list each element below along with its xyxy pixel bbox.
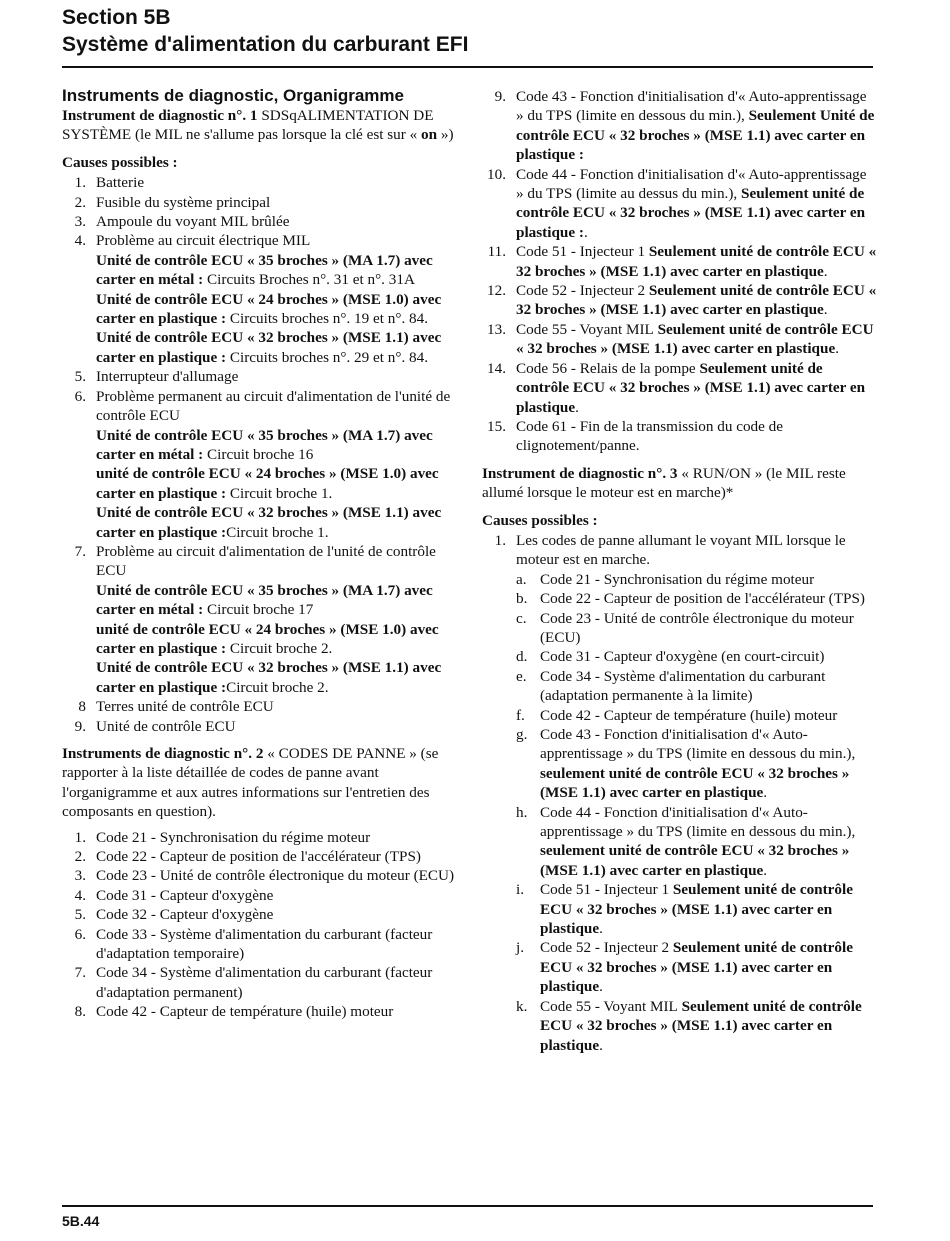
list-text-end: . (583, 223, 588, 241)
list-item (482, 417, 877, 456)
sub-list-letter: b. (516, 590, 528, 608)
causes-list (62, 173, 457, 736)
list-text: Code 44 - Fonction d'initialisation d'« Auto-apprentissage » du TPS (limite en dessous du min.), (540, 803, 856, 841)
list-text: Code 51 - Injecteur 1 (516, 243, 646, 261)
ecu-detail-bold: Unité de contrôle ECU « 24 broches » (MSE 1.0) avec carter en plastique : (96, 290, 442, 328)
list-item (62, 367, 457, 386)
ecu-detail (62, 503, 457, 542)
list-number: 10. (487, 165, 506, 183)
ecu-detail (62, 581, 457, 620)
ecu-detail-bold: unité de contrôle ECU « 24 broches » (MSE 1.0) avec carter en plastique : (96, 465, 439, 502)
ecu-detail-bold: Unité de contrôle ECU « 32 broches » (MSE 1.1) avec carter en plastique : (96, 659, 442, 696)
list-number: 1. (494, 531, 506, 549)
sub-list-letter: d. (516, 648, 528, 666)
list-number: 1. (74, 174, 86, 192)
sub-list-item (482, 570, 877, 589)
instrument-1-end: ») (437, 126, 454, 144)
ecu-detail-bold: Unité de contrôle ECU « 32 broches » (MSE 1.1) avec carter en plastique : (96, 329, 442, 366)
list-item (62, 828, 457, 847)
list-text-end: . (599, 978, 603, 996)
sub-list-item (482, 706, 877, 725)
ecu-detail-text: Circuits broches n°. 19 et n°. 84. (226, 310, 429, 328)
sub-list-item (482, 938, 877, 996)
sub-list-item (482, 803, 877, 881)
list-number: 4. (74, 886, 86, 904)
list-item (62, 717, 457, 736)
list-text: Code 55 - Voyant MIL (516, 320, 654, 338)
list-number: 12. (487, 282, 506, 300)
list-text: Problème au circuit d'alimentation de l'unité de contrôle ECU (96, 542, 436, 580)
list-text: Les codes de panne allumant le voyant MIL lorsque le moteur est en marche. (516, 531, 846, 569)
list-item (482, 320, 877, 359)
list-text: Batterie (96, 174, 145, 192)
list-text: Problème permanent au circuit d'alimentation de l'unité de contrôle ECU (96, 387, 451, 425)
list-item (62, 963, 457, 1002)
ecu-detail-bold: unité de contrôle ECU « 24 broches » (MSE 1.0) avec carter en plastique : (96, 620, 439, 657)
list-item (62, 697, 457, 716)
list-text: Code 23 - Unité de contrôle électronique du moteur (ECU) (540, 609, 854, 646)
run-causes-list (482, 531, 877, 1055)
ecu-detail (62, 426, 457, 465)
page-title: Système d'alimentation du carburant EFI (62, 33, 469, 56)
list-text-end: . (823, 262, 828, 280)
list-number: 6. (74, 387, 86, 405)
ecu-detail (62, 251, 457, 290)
instrument-2-label: Instruments de diagnostic n°. 2 (62, 745, 264, 762)
ecu-detail (62, 620, 457, 659)
list-item (482, 531, 877, 570)
list-text-end: . (575, 398, 579, 416)
list-number: 5. (74, 368, 86, 386)
instrument-1-label: Instrument de diagnostic n°. 1 (62, 107, 258, 124)
list-number: 2. (74, 193, 86, 211)
list-number: 11. (487, 243, 506, 261)
list-number: 1. (74, 828, 86, 846)
sub-list-letter: g. (516, 726, 528, 743)
list-text: Code 61 - Fin de la transmission du code de clignotement/panne. (516, 417, 784, 455)
list-text-bold: Seulement unité de contrôle ECU « 32 broches » (MSE 1.1) avec carter en plastique (516, 320, 874, 358)
list-text-bold: Seulement unité de contrôle ECU « 32 broches » (MSE 1.1) avec carter en plastique (516, 282, 877, 319)
list-number: 15. (487, 417, 506, 435)
sub-list-item (482, 725, 877, 803)
list-text-end: . (763, 861, 768, 879)
list-item (62, 193, 457, 212)
list-number: 7. (74, 964, 86, 982)
list-item (62, 387, 457, 426)
list-item (482, 87, 877, 165)
list-item (62, 925, 457, 964)
list-text-bold: seulement unité de contrôle ECU « 32 broches » (MSE 1.1) avec carter en plastique (540, 764, 850, 802)
list-text-end: . (823, 301, 828, 319)
section-heading: Instruments de diagnostic, Organigramme (62, 86, 404, 105)
list-item (482, 242, 877, 281)
instrument-1-text: SDSqALIMENTATION DE SYSTÈME (le MIL ne s'allume pas lorsque la clé est sur « (62, 107, 434, 144)
list-text-bold: Seulement unité de contrôle ECU « 32 broches » (MSE 1.1) avec carter en plastique (540, 997, 862, 1054)
list-text: Fusible du système principal (96, 193, 271, 211)
list-text: Terres unité de contrôle ECU (96, 698, 274, 716)
list-text: Unité de contrôle ECU (96, 717, 236, 735)
list-text-bold: Seulement unité de contrôle ECU « 32 broches » (MSE 1.1) avec carter en plastique (516, 243, 877, 280)
list-number: 9. (74, 717, 86, 735)
sub-list-letter: e. (516, 667, 527, 685)
ecu-detail-bold: Unité de contrôle ECU « 32 broches » (MSE 1.1) avec carter en plastique : (96, 504, 442, 541)
list-text-bold: Seulement unité de contrôle ECU « 32 broches » (MSE 1.1) avec carter en plastique (540, 881, 853, 938)
ecu-detail-text: Circuits Broches n°. 31 et n°. 31A (203, 271, 415, 289)
list-text: Code 56 - Relais de la pompe (516, 359, 696, 377)
causes-label-text: Causes possibles : (482, 511, 598, 529)
sub-list-item (482, 997, 877, 1055)
list-item (62, 905, 457, 924)
causes-label (62, 153, 457, 172)
sub-list-letter: f. (516, 706, 525, 724)
sub-list-item (482, 647, 877, 666)
list-number: 4. (74, 232, 86, 250)
ecu-detail (62, 290, 457, 329)
list-text: Code 42 - Capteur de température (huile) moteur (540, 706, 838, 724)
list-text: Code 31 - Capteur d'oxygène (en court-circuit) (540, 648, 825, 666)
ecu-detail-text: Circuit broche 16 (203, 445, 314, 463)
list-item (62, 866, 457, 885)
instrument-3-label: Instrument de diagnostic n°. 3 (482, 464, 678, 482)
list-number: 9. (494, 88, 506, 105)
footer-rule (62, 1205, 873, 1207)
sub-list-letter: c. (516, 609, 527, 627)
list-text: Code 22 - Capteur de position de l'accélérateur (TPS) (96, 848, 421, 866)
list-text-bold: Seulement unité de contrôle ECU « 32 broches » (MSE 1.1) avec carter en plastique (540, 939, 853, 996)
sub-list-item (482, 880, 877, 938)
header-rule (62, 66, 873, 68)
instrument-2-text: « CODES DE PANNE » (se rapporter à la liste détaillée de codes de panne avant l'organigramme et aux autres informations sur l'entretien des composants en question). (62, 745, 439, 821)
instrument-2-paragraph (62, 744, 457, 822)
list-text-end: . (763, 784, 768, 802)
list-number: 3. (74, 213, 86, 231)
sub-list-letter: i. (516, 881, 525, 899)
list-item (62, 1002, 457, 1021)
ecu-detail-text: Circuit broche 2. (226, 639, 333, 657)
list-text: Code 44 - Fonction d'initialisation d'« Auto-apprentissage » du TPS (limite au dessus du min.), (516, 165, 867, 203)
list-item (482, 359, 877, 417)
causes-label-text: Causes possibles : (62, 153, 178, 171)
list-text-bold: seulement unité de contrôle ECU « 32 broches » (MSE 1.1) avec carter en plastique (540, 842, 850, 879)
instrument-1-paragraph (62, 106, 457, 145)
ecu-detail-text: Circuit broche 1. (226, 523, 329, 541)
causes-label (482, 511, 877, 530)
ecu-detail-text: Circuit broche 2. (226, 678, 329, 696)
list-item (62, 886, 457, 905)
list-text: Ampoule du voyant MIL brûlée (96, 213, 290, 231)
sub-list-item (482, 589, 877, 608)
list-text-end: . (599, 920, 603, 938)
list-text: Code 22 - Capteur de position de l'accélérateur (TPS) (540, 590, 865, 608)
list-text: Code 21 - Synchronisation du régime moteur (540, 570, 815, 588)
list-number: 7. (74, 542, 86, 560)
list-text: Code 42 - Capteur de température (huile) moteur (96, 1003, 394, 1021)
ecu-detail (62, 328, 457, 367)
ecu-detail-bold: Unité de contrôle ECU « 35 broches » (MA 1.7) avec carter en métal : (96, 581, 433, 619)
list-text-bold: Seulement unité de contrôle ECU « 32 broches » (MSE 1.1) avec carter en plastique : (516, 185, 866, 241)
list-text: Code 34 - Système d'alimentation du carburant (facteur d'adaptation permanent) (96, 964, 433, 1001)
list-item (62, 542, 457, 581)
list-item (62, 212, 457, 231)
instrument-3-text: « RUN/ON » (le MIL reste allumé lorsque le moteur est en marche)* (482, 464, 846, 502)
ecu-detail-text: Circuit broche 17 (203, 601, 314, 619)
list-text: Code 31 - Capteur d'oxygène (96, 886, 274, 904)
left-column (62, 86, 457, 1022)
ecu-detail-text: Circuit broche 1. (226, 484, 333, 502)
list-text: Code 21 - Synchronisation du régime moteur (96, 828, 371, 846)
instrument-3-paragraph (482, 464, 877, 503)
list-number: 2. (74, 848, 86, 866)
list-text: Code 55 - Voyant MIL (540, 997, 678, 1015)
list-item (482, 165, 877, 243)
list-text: Code 33 - Système d'alimentation du carburant (facteur d'adaptation temporaire) (96, 925, 433, 963)
sub-list-letter: a. (516, 570, 527, 588)
list-item (62, 231, 457, 250)
sub-list-item (482, 609, 877, 648)
list-text: Code 51 - Injecteur 1 (540, 881, 670, 899)
list-text: Code 52 - Injecteur 2 (540, 939, 670, 957)
list-number: 13. (487, 320, 506, 338)
codes-list-continued (482, 87, 877, 456)
list-number: 8 (78, 698, 86, 716)
list-text: Code 52 - Injecteur 2 (516, 282, 646, 300)
sub-list-letter: k. (516, 997, 528, 1015)
list-text-end: . (599, 1036, 603, 1054)
ecu-detail-bold: Unité de contrôle ECU « 35 broches » (MA 1.7) avec carter en métal : (96, 251, 433, 289)
list-text-bold: Seulement unité de contrôle ECU « 32 broches » (MSE 1.1) avec carter en plastique (516, 359, 866, 416)
ecu-detail (62, 658, 457, 697)
list-number: 3. (74, 867, 86, 885)
ecu-detail (62, 464, 457, 503)
list-text: Code 34 - Système d'alimentation du carburant (adaptation permanente à la limite) (540, 667, 826, 705)
list-text-bold: Seulement Unité de contrôle ECU « 32 broches » (MSE 1.1) avec carter en plastique : (516, 107, 875, 164)
list-number: 14. (487, 359, 506, 377)
sub-list-letter: h. (516, 803, 528, 821)
sub-list-item (482, 667, 877, 706)
section-label: Section 5B (62, 6, 171, 29)
list-item (482, 281, 877, 320)
ecu-detail-text: Circuits broches n°. 29 et n°. 84. (226, 348, 429, 366)
sub-list-letter: j. (516, 939, 525, 957)
instrument-1-on: on (421, 126, 438, 144)
page-number: 5B.44 (62, 1213, 100, 1229)
list-text: Problème au circuit électrique MIL (96, 232, 311, 250)
list-item (62, 173, 457, 192)
list-number: 8. (74, 1003, 86, 1021)
list-text: Code 43 - Fonction d'initialisation d'« Auto-apprentissage » du TPS (limite en dessous du min.), (540, 726, 856, 763)
list-item (62, 847, 457, 866)
list-text: Code 43 - Fonction d'initialisation d'« Auto-apprentissage » du TPS (limite en dessous du min.), (516, 88, 867, 125)
list-text: Code 23 - Unité de contrôle électronique du moteur (ECU) (96, 867, 455, 885)
list-text-end: . (835, 340, 839, 358)
list-number: 5. (74, 906, 86, 924)
codes-list (62, 828, 457, 1022)
right-column (482, 86, 877, 1055)
page-header (62, 4, 468, 58)
list-number: 6. (74, 925, 86, 943)
list-text: Interrupteur d'allumage (96, 368, 239, 386)
list-text: Code 32 - Capteur d'oxygène (96, 906, 274, 924)
ecu-detail-bold: Unité de contrôle ECU « 35 broches » (MA 1.7) avec carter en métal : (96, 426, 433, 463)
